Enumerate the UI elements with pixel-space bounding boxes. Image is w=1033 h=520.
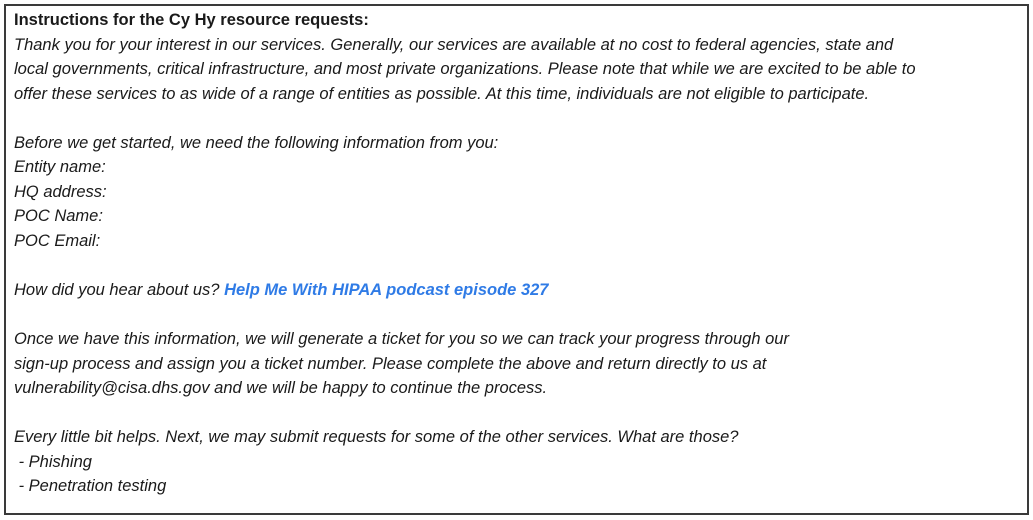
blank-line bbox=[14, 253, 1019, 278]
intro-paragraph-line: offer these services to as wide of a range of entities as possible. At this time, individuals are not eligible to participate. bbox=[14, 84, 870, 103]
poc-name-label: POC Name: bbox=[14, 207, 103, 226]
hear-about-line bbox=[14, 278, 1019, 303]
document-title: Instructions for the Cy Hy resource requests: bbox=[14, 11, 369, 29]
ticket-paragraph-line: Once we have this information, we will generate a ticket for you so we can track your progress through our bbox=[14, 330, 789, 349]
instructions-document bbox=[4, 4, 1029, 515]
service-item-penetration-testing: - Penetration testing bbox=[14, 477, 167, 496]
hipaa-podcast-link[interactable]: Help Me With HIPAA podcast episode 327 bbox=[224, 281, 549, 300]
hear-about-question: How did you hear about us? bbox=[14, 281, 225, 300]
poc-email-label: POC Email: bbox=[14, 231, 101, 250]
intro-paragraph-line: local governments, critical infrastructure, and most private organizations. Please note that while we are excited to be able to bbox=[14, 60, 916, 79]
ticket-paragraph-line: sign-up process and assign you a ticket number. Please complete the above and return directly to us at bbox=[14, 354, 767, 373]
intro-paragraph-line: Thank you for your interest in our services. Generally, our services are available at no cost to federal agencies, state and bbox=[14, 35, 894, 54]
blank-line bbox=[14, 401, 1019, 426]
services-intro-line: Every little bit helps. Next, we may submit requests for some of the other services. What are those? bbox=[14, 428, 739, 447]
ticket-paragraph-line: vulnerability@cisa.dhs.gov and we will be happy to continue the process. bbox=[14, 379, 548, 398]
entity-name-label: Entity name: bbox=[14, 158, 106, 177]
service-item-phishing: - Phishing bbox=[14, 452, 92, 471]
blank-line bbox=[14, 303, 1019, 328]
blank-line bbox=[14, 106, 1019, 131]
hq-address-label: HQ address: bbox=[14, 182, 107, 201]
info-request-line: Before we get started, we need the following information from you: bbox=[14, 133, 499, 152]
